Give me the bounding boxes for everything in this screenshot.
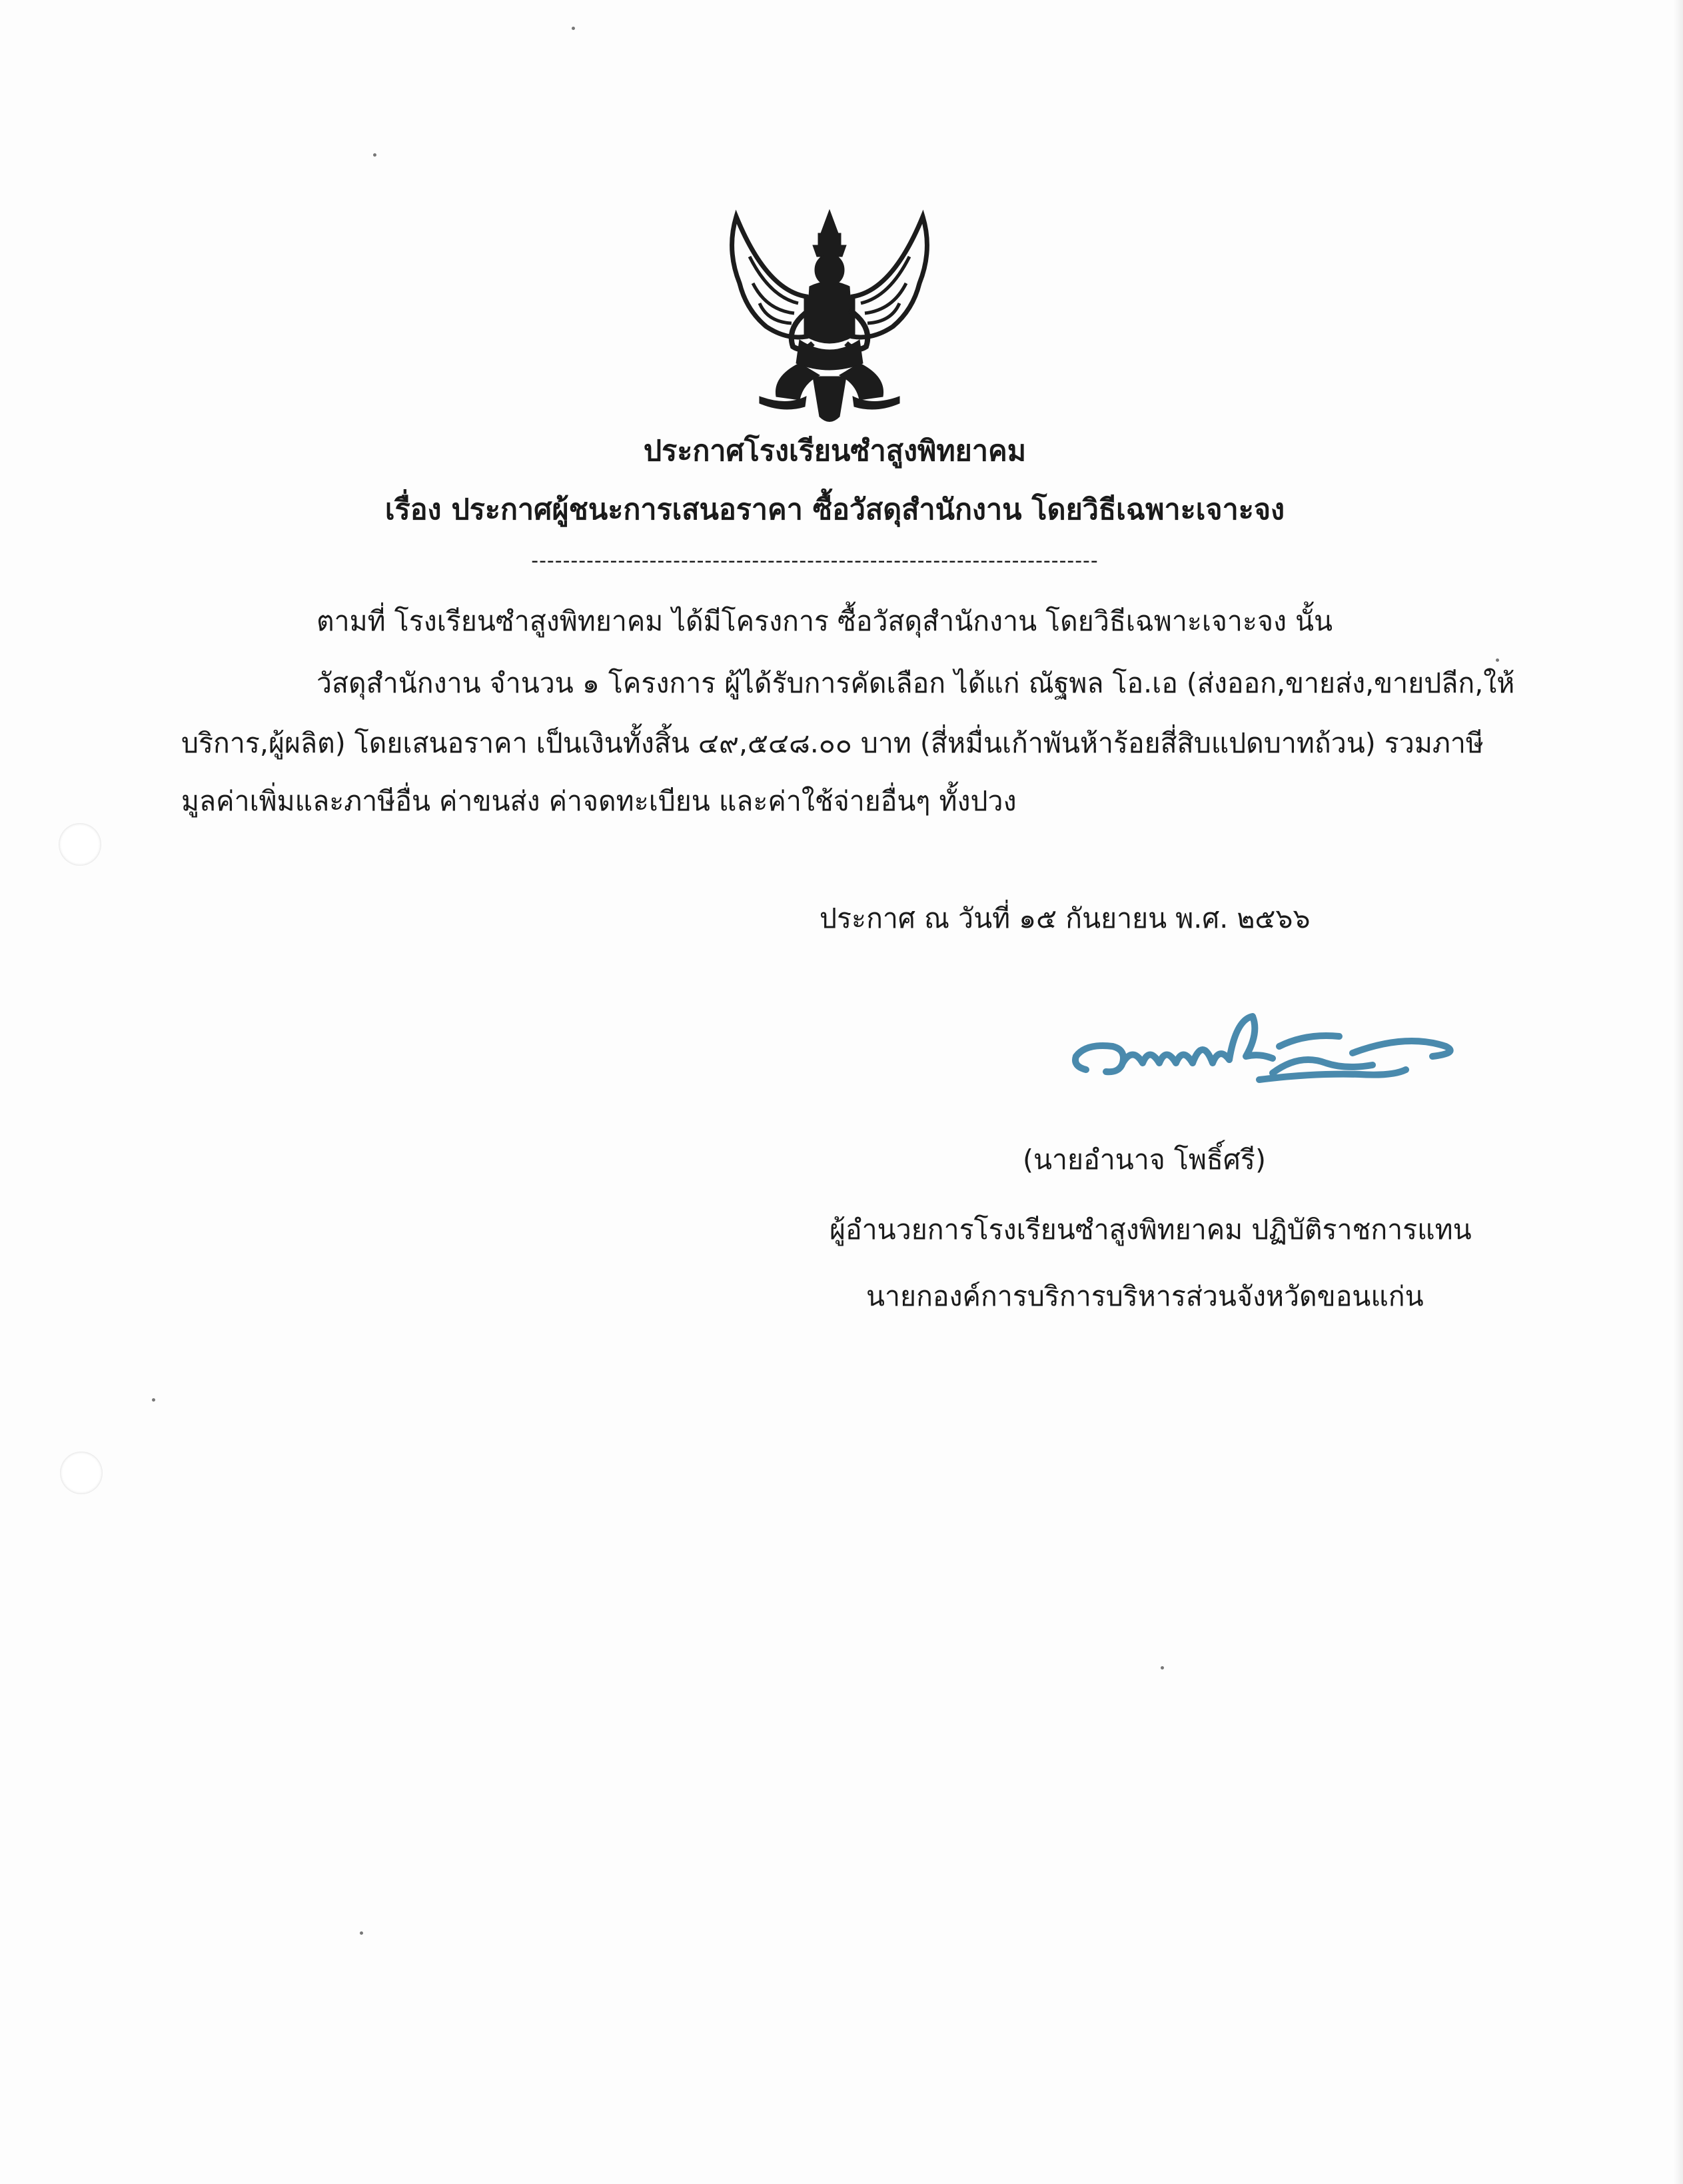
garuda-emblem-icon: [720, 203, 939, 430]
paper-speck: [373, 153, 376, 157]
body-line-3: บริการ,ผู้ผลิต) โดยเสนอราคา เป็นเงินทั้งสิ้น ๔๙,๕๔๘.๐๐ บาท (สี่หมื่นเก้าพันห้าร้อยสี่สิบแปดบาทถ้วน) รวมภาษี: [181, 727, 1484, 759]
paper-speck: [152, 1398, 155, 1402]
announcement-title: ประกาศโรงเรียนซำสูงพิทยาคม: [643, 435, 1027, 468]
paper-speck: [572, 27, 575, 30]
punch-hole-top: [59, 823, 101, 866]
paper-speck: [1496, 658, 1499, 662]
paper-speck: [360, 1931, 363, 1935]
body-line-4: มูลค่าเพิ่มและภาษีอื่น ค่าขนส่ง ค่าจดทะเบียน และค่าใช้จ่ายอื่นๆ ทั้งปวง: [181, 785, 1017, 817]
announcement-subject: เรื่อง ประกาศผู้ชนะการเสนอราคา ซื้อวัสดุสำนักงาน โดยวิธีเฉพาะเจาะจง: [384, 493, 1285, 527]
signer-position-line-2: นายกองค์การบริการบริหารส่วนจังหวัดขอนแก่น: [866, 1280, 1424, 1312]
signer-position-line-1: ผู้อำนวยการโรงเรียนซำสูงพิทยาคม ปฏิบัติราชการแทน: [830, 1214, 1472, 1246]
body-line-2: วัสดุสำนักงาน จำนวน ๑ โครงการ ผู้ได้รับการคัดเลือก ได้แก่ ณัฐพล โอ.เอ (ส่งออก,ขายส่ง,ขายปลีก,ให้: [316, 667, 1515, 699]
punch-hole-bottom: [60, 1452, 103, 1494]
title-divider: ------------------------------------------------------------------------: [531, 549, 1099, 572]
paper-speck: [1161, 1666, 1164, 1669]
announcement-date: ประกาศ ณ วันที่ ๑๕ กันยายน พ.ศ. ๒๕๖๖: [820, 902, 1311, 934]
page-edge-shadow: [1674, 0, 1683, 2184]
body-line-1: ตามที่ โรงเรียนซำสูงพิทยาคม ได้มีโครงการ ซื้อวัสดุสำนักงาน โดยวิธีเฉพาะเจาะจง นั้น: [316, 605, 1333, 637]
signer-name: (นายอำนาจ โพธิ์ศรี): [1023, 1144, 1266, 1176]
handwritten-signature: [1059, 1006, 1459, 1106]
